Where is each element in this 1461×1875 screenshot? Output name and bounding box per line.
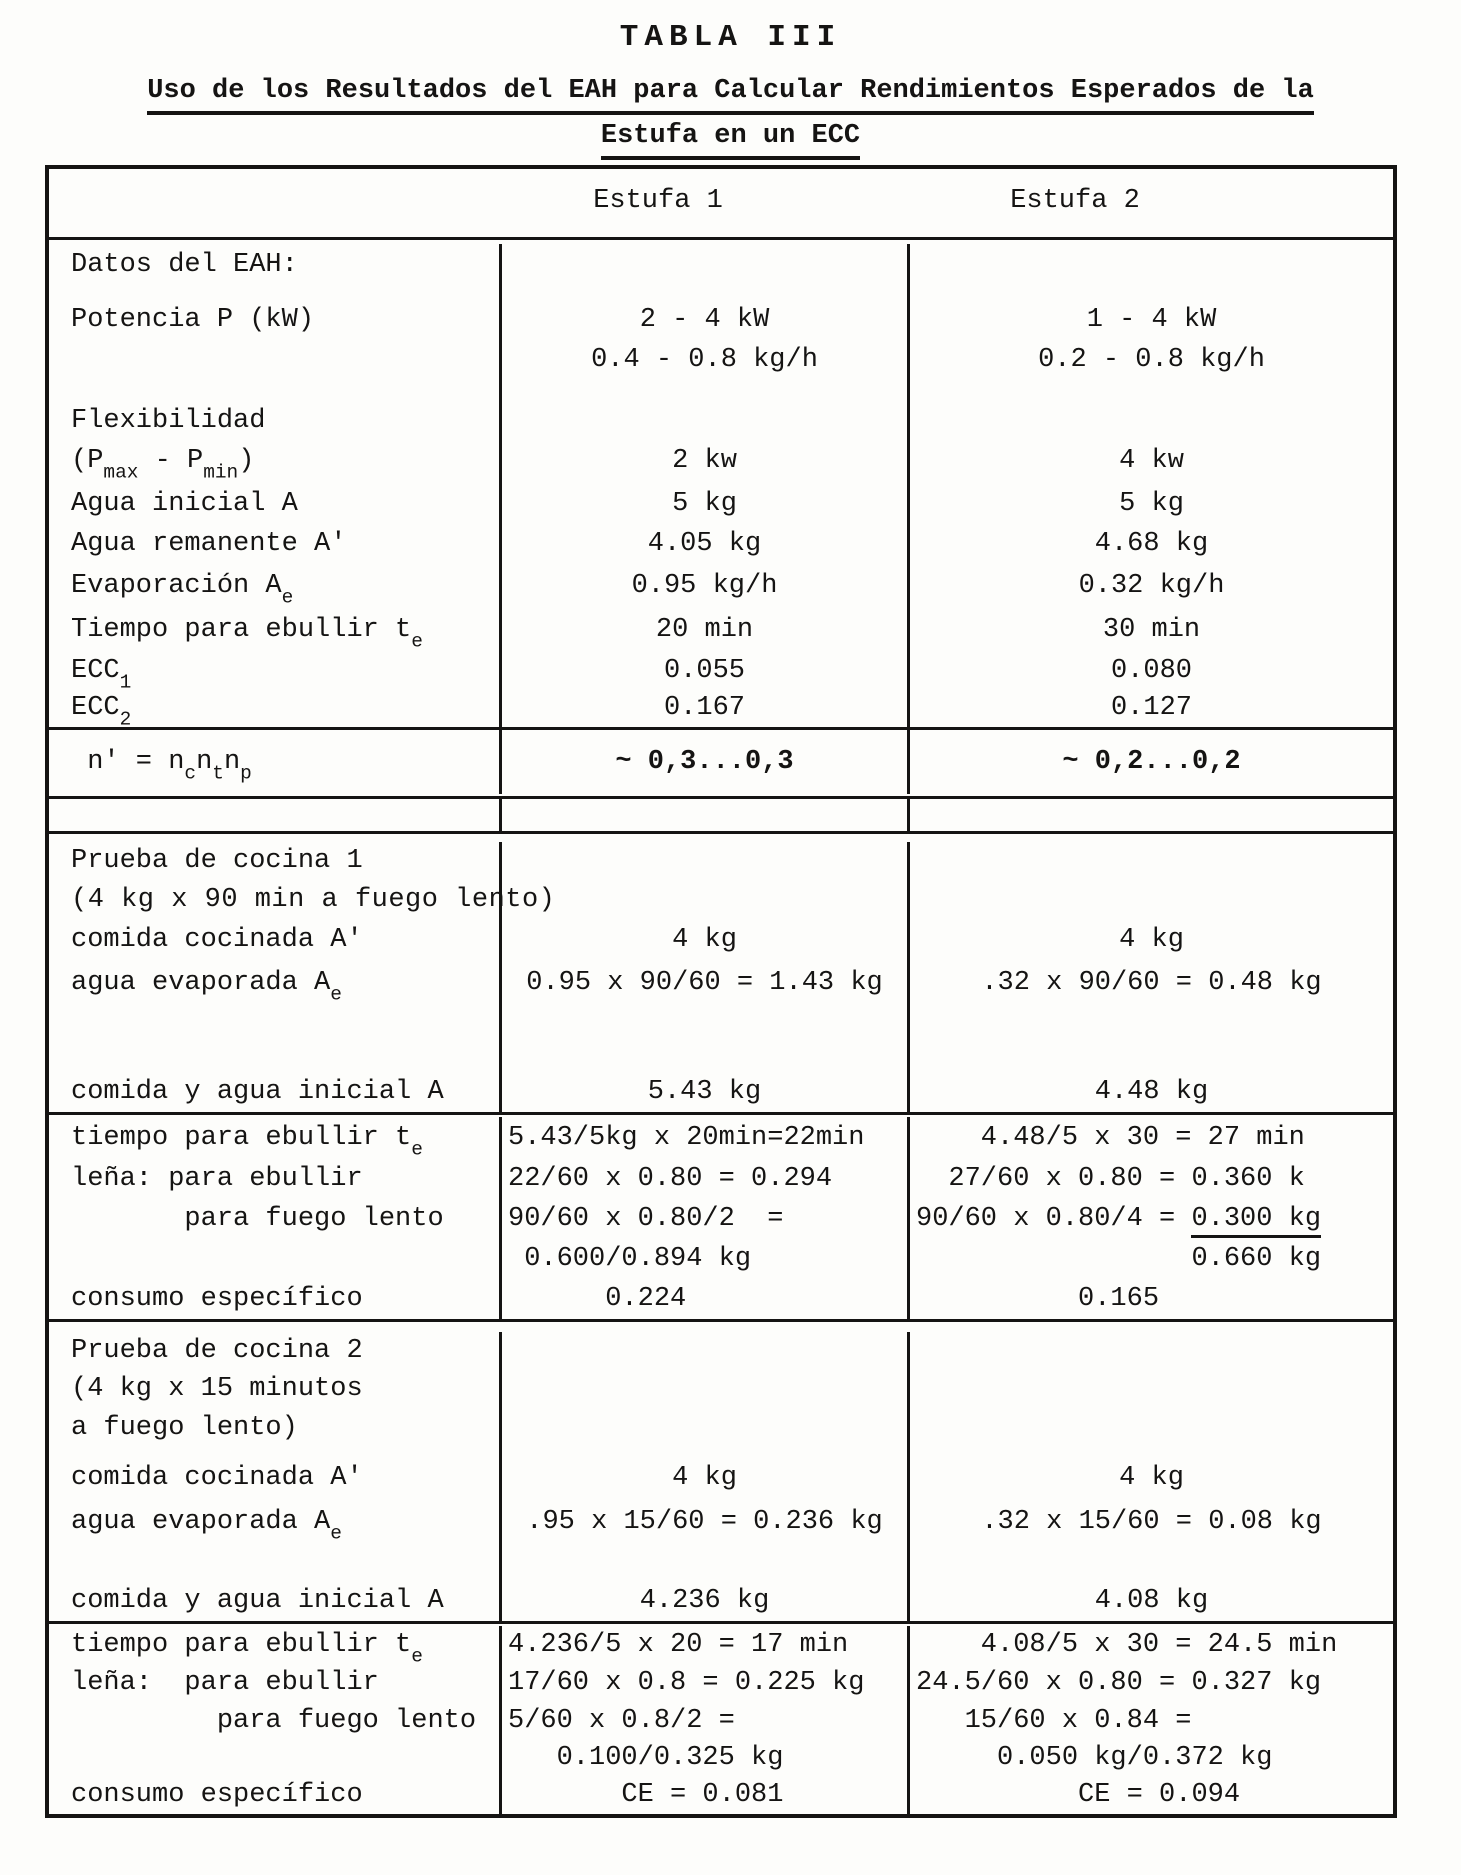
table-row [49,799,1393,831]
table-row [49,1159,1393,1199]
cell-estufa-2: 0.050 kg/0.372 kg [907,1740,1393,1777]
table-row [49,1239,1393,1279]
cell-estufa-1 [499,1370,907,1408]
row-label: $n' = n_cn_tn_p$ [71,747,252,785]
table-row [49,380,1393,404]
cell-estufa-2: 0.165 [907,1279,1393,1319]
row-label: agua evaporada $A_e$ [71,968,342,1006]
subscript: e [330,1522,342,1545]
cell-estufa-1: 5 kg [499,484,907,524]
cell-estufa-1 [499,244,907,286]
cell-estufa-1: 4.05 kg [499,524,907,565]
row-label: comida cocinada A' [71,1463,363,1493]
table-block-calculo-consumo-1 [49,1112,1393,1319]
table-block-prueba-de-cocina-2 [49,1319,1393,1621]
table-row [49,1072,1393,1112]
row-label: (4 kg x 90 min a fuego lento) [71,885,556,915]
cell-estufa-2: 4 kw [907,438,1393,484]
cell-estufa-2 [907,1370,1393,1408]
row-label: $(P_{max} - P_{min})$ [71,446,255,484]
cell-estufa-2: 4.48/5 x 30 = 27 min [907,1117,1393,1159]
cell-estufa-1: 4 kg [499,920,907,960]
row-label [49,1448,499,1458]
cell-estufa-1 [499,880,907,920]
subtitle-line-1-text: Uso de los Resultados del EAH para Calcular Rendimientos Esperados de la [147,74,1314,115]
cell-estufa-1 [499,1546,907,1581]
cell-estufa-1: 2 - 4 kW [499,300,907,340]
cell-estufa-2: 15/60 x 0.84 = [907,1702,1393,1740]
table-row [49,1199,1393,1239]
table-row [49,842,1393,880]
subscript: e [411,1645,423,1668]
row-label: tiempo para ebullir $t_e$ [71,1630,423,1668]
cell-estufa-1 [499,380,907,404]
table-body [49,237,1393,1814]
cell-estufa-2: 4 kg [907,920,1393,960]
subscript: min [203,461,239,484]
cell-estufa-1 [499,1006,907,1072]
subscript: max [103,461,139,484]
row-label: leña: para ebullir [71,1668,379,1698]
cell-estufa-1: 0.600/0.894 kg [499,1239,907,1279]
cell-estufa-1: 5.43/5kg x 20min=22min [499,1117,907,1159]
cell-estufa-2 [907,1546,1393,1581]
subtitle-line-2 [0,119,1461,160]
cell-estufa-1: 0.4 - 0.8 kg/h [499,340,907,380]
row-label: comida y agua inicial A [71,1077,444,1107]
table-row [49,244,1393,286]
table-row [49,880,1393,920]
table-row [49,1408,1393,1448]
table-row [49,689,1393,727]
row-label: $ECC_2$ [49,689,499,727]
table-row [49,1448,1393,1458]
cell-estufa-1: 5/60 x 0.8/2 = [499,1702,907,1740]
table-row [49,1458,1393,1498]
row-label: consumo específico [71,1284,363,1314]
cell-estufa-1: 0.055 [499,653,907,689]
table-row [49,1279,1393,1319]
cell-estufa-1 [499,799,907,831]
row-label: comida y agua inicial A [71,1586,444,1616]
cell-estufa-1: 2 kw [499,438,907,484]
cell-estufa-2 [907,1006,1393,1072]
cell-estufa-2: 4 kg [907,1458,1393,1498]
table-row [49,565,1393,608]
table-row [49,1626,1393,1668]
cell-estufa-1: 90/60 x 0.80/2 = [499,1199,907,1239]
row-label: Prueba de cocina 1 [71,846,363,876]
table-row [49,960,1393,1006]
cell-estufa-1: 0.167 [499,689,907,727]
cell-estufa-2: 1 - 4 kW [907,300,1393,340]
cell-estufa-2: CE = 0.094 [907,1777,1393,1814]
cell-estufa-2: .32 x 15/60 = 0.08 kg [907,1498,1393,1546]
cell-estufa-1: ~ 0,3...0,3 [499,730,907,794]
table-row [49,608,1393,653]
cell-estufa-1: 0.224 [499,1279,907,1319]
table-row [49,300,1393,340]
table-row [49,1498,1393,1546]
cell-estufa-2: .32 x 90/60 = 0.48 kg [907,960,1393,1006]
document-subtitle [0,74,1461,160]
row-label: Prueba de cocina 2 [71,1336,363,1366]
table-row [49,1370,1393,1408]
table-row [49,286,1393,300]
table-block-calculo-consumo-2 [49,1621,1393,1814]
table-row [49,1546,1393,1581]
table-row [49,653,1393,694]
document-title: TABLA III [619,20,842,55]
cell-estufa-2 [907,286,1393,300]
table-row [49,730,1393,794]
cell-estufa-2: 30 min [907,608,1393,653]
cell-estufa-2: 4.08 kg [907,1581,1393,1621]
row-label: $ECC_1$ [71,656,132,694]
subscript: e [330,983,342,1006]
row-label [49,1740,499,1777]
cell-estufa-2 [907,880,1393,920]
subscript: e [411,1138,423,1161]
row-label: Agua remanente A' [71,529,347,559]
cell-estufa-2: 27/60 x 0.80 = 0.360 k [907,1159,1393,1199]
row-label: (4 kg x 15 minutos [71,1374,363,1404]
subscript: t [212,762,224,785]
cell-estufa-1 [499,842,907,880]
cell-estufa-1 [499,1408,907,1448]
row-label [49,1239,499,1279]
row-label: leña: para ebullir [71,1164,363,1194]
cell-estufa-1: 22/60 x 0.80 = 0.294 [499,1159,907,1199]
cell-estufa-2: 0.127 [907,689,1393,727]
table-row [49,1117,1393,1159]
cell-estufa-1: 17/60 x 0.8 = 0.225 kg [499,1664,907,1702]
subscript: 1 [119,671,132,694]
table-row [49,1702,1393,1740]
cell-estufa-2 [907,244,1393,286]
table-row [49,1006,1393,1072]
subtitle-line-2-text: Estufa en un ECC [601,119,860,160]
cell-estufa-1: 4 kg [499,1458,907,1498]
row-label: a fuego lento) [71,1413,298,1443]
subscript: 2 [119,708,132,727]
table-row [49,524,1393,565]
table-row [49,404,1393,438]
subtitle-line-1 [0,74,1461,115]
cell-estufa-2: ~ 0,2...0,2 [907,730,1393,794]
cell-estufa-1: 0.95 kg/h [499,565,907,608]
row-label: agua evaporada $A_e$ [71,1507,342,1545]
subscript: e [281,586,294,609]
table-block-datos-del-eah [49,237,1393,727]
row-label: Evaporación $A_e$ [71,571,294,609]
table-block-empty-spacer-row [49,796,1393,831]
header-empty-cell [49,169,499,237]
row-label: tiempo para ebullir $t_e$ [71,1123,423,1161]
row-label [49,799,499,831]
cell-estufa-2: 0.2 - 0.8 kg/h [907,340,1393,380]
cell-estufa-2: 4.08/5 x 30 = 24.5 min [907,1626,1393,1664]
cell-estufa-1 [499,286,907,300]
table-row [49,484,1393,524]
data-table [45,165,1397,1818]
column-header-estufa-2: Estufa 2 [1010,186,1140,216]
cell-estufa-2: 24.5/60 x 0.80 = 0.327 kg [907,1664,1393,1702]
row-label: Flexibilidad [71,406,266,436]
cell-estufa-2: 0.080 [907,653,1393,689]
cell-estufa-1 [499,1448,907,1458]
cell-estufa-2 [907,842,1393,880]
row-label [49,286,499,300]
subscript: c [184,762,197,785]
table-row [49,1664,1393,1702]
cell-estufa-2 [907,1408,1393,1448]
row-label: para fuego lento [71,1706,477,1736]
table-block-eficiencia-total [49,727,1393,796]
table-row [49,340,1393,380]
cell-estufa-2: 5 kg [907,484,1393,524]
cell-estufa-2: 0.660 kg [907,1239,1393,1279]
cell-estufa-1: 0.95 x 90/60 = 1.43 kg [499,960,907,1006]
cell-estufa-2 [907,1448,1393,1458]
cell-estufa-1: 4.236/5 x 20 = 17 min [499,1626,907,1664]
cell-estufa-1: 4.236 kg [499,1581,907,1621]
row-label: consumo específico [71,1780,363,1810]
subscript: p [240,762,252,785]
table-row [49,1581,1393,1621]
cell-estufa-2 [907,1332,1393,1370]
row-label [49,380,499,404]
table-header-row [49,169,1393,237]
table-row [49,1740,1393,1777]
cell-estufa-2: 90/60 x 0.80/4 = 0.300 kg [907,1199,1393,1239]
row-label: Agua inicial A [71,489,298,519]
table-row [49,1777,1393,1814]
table-row [49,438,1393,484]
cell-estufa-1 [499,404,907,438]
cell-estufa-1: 20 min [499,608,907,653]
row-label: Tiempo para ebullir $t_e$ [71,615,423,653]
cell-estufa-1: .95 x 15/60 = 0.236 kg [499,1498,907,1546]
cell-estufa-2: 4.68 kg [907,524,1393,565]
cell-estufa-2 [907,799,1393,831]
cell-estufa-2: 0.32 kg/h [907,565,1393,608]
cell-estufa-1: 0.100/0.325 kg [499,1740,907,1777]
cell-estufa-1: 5.43 kg [499,1072,907,1112]
row-label: comida cocinada A' [71,925,363,955]
subscript: e [411,630,423,653]
cell-estufa-1 [499,1332,907,1370]
row-label [49,1006,499,1072]
cell-estufa-2: 4.48 kg [907,1072,1393,1112]
cell-estufa-2 [907,404,1393,438]
column-header-estufa-1: Estufa 1 [593,186,723,216]
row-label [49,1546,499,1581]
cell-estufa-2 [907,380,1393,404]
table-block-prueba-de-cocina-1 [49,831,1393,1112]
row-label [49,340,499,380]
underlined-value: 0.300 kg [1191,1204,1321,1238]
row-label: Datos del EAH: [71,250,298,280]
cell-estufa-1: CE = 0.081 [499,1777,907,1814]
table-row [49,920,1393,960]
table-row [49,1332,1393,1370]
row-label: para fuego lento [71,1204,444,1234]
row-label: Potencia P (kW) [71,305,315,335]
